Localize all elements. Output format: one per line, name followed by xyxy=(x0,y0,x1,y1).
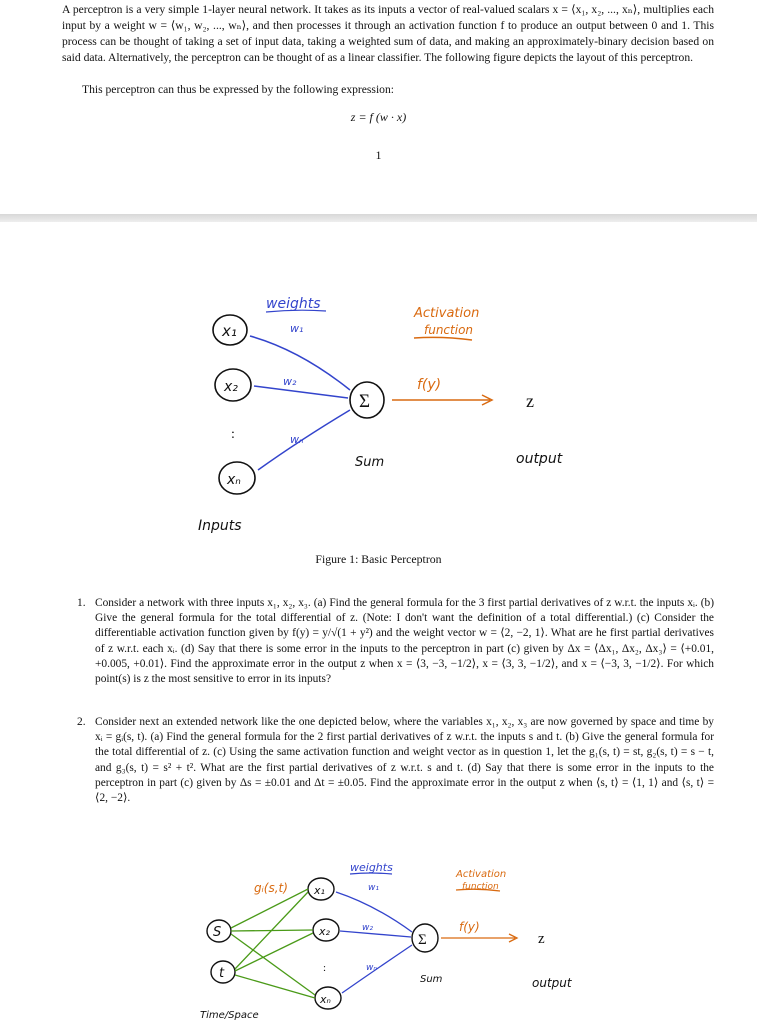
fig2-weight-label-1: w₁ xyxy=(368,883,379,893)
expression-intro: This perceptron can thus be expressed by the following expression: xyxy=(82,83,394,96)
weight-label-2: w₂ xyxy=(283,375,297,388)
fig2-sum-label: Sum xyxy=(420,974,443,985)
fig2-inputs-ellipsis: : xyxy=(323,962,327,974)
question-2 xyxy=(62,715,714,806)
activation-label-1: Activation xyxy=(414,306,480,321)
fig2-input-label-xn: xₙ xyxy=(320,993,331,1006)
inputs-label: Inputs xyxy=(198,518,242,534)
question-1-text: Consider a network with three inputs x₁, x₂, x₃. (a) Find the general formula for the 3 first partial derivatives of z w.r.t. the inputs xᵢ. (b) Give the general formula for the total differential of z. (Note: I don't want the definition of a total differential.) (c) Consider the differentiable activation function given by f(y) = y/√(1 + y²) and the weight vector w = ⟨2, −2, 1⟩. What are he first partial derivatives of z w.r.t. each xᵢ. (d) Say that there is some error in the inputs to the perceptron in part (c) given by Δx = ⟨Δx₁, Δx₂, Δx₃⟩ = ⟨+0.01, +0.005, +0.01⟩. Find the approximate error in the output z when x = ⟨3, −3, −1/2⟩, x = ⟨3, 3, −1/2⟩, and x = ⟨−3, 3, −1/2⟩. For which point(s) is z the most sensitive to error in its inputs? xyxy=(95,597,714,686)
output-label: output xyxy=(516,451,563,467)
input-label-xn: xₙ xyxy=(227,472,241,488)
inputs-ellipsis: : xyxy=(231,427,235,442)
question-1-number: 1. xyxy=(77,597,86,609)
weights-label: weights xyxy=(266,296,321,312)
fig2-activation-label-2: function xyxy=(462,882,499,892)
g-label: gᵢ(s,t) xyxy=(254,881,288,895)
weight-edge-1 xyxy=(250,336,350,390)
question-1 xyxy=(62,596,714,687)
fig2-weights-label: weights xyxy=(350,861,393,874)
input-label-x1: x₁ xyxy=(222,322,237,340)
fig2-output-symbol: z xyxy=(538,931,545,947)
fig2-weight-edge-n xyxy=(342,945,412,993)
output-symbol: z xyxy=(526,391,534,411)
question-2-text: Consider next an extended network like the one depicted below, where the variables x₁, x₂, x₃ are now governed by space and time by xᵢ = gᵢ(s, t). (a) Find the general formula for the 2 first partial derivatives of z w.r.t. the inputs s and t. (b) Give the general formula for the total differential of z. (c) Using the same activation function and weight vector as in question 1, let the g₁(s, t) = st, g₂(s, t) = s − t, and g₃(s, t) = s² + t². What are the first partial derivatives of z w.r.t. s and t. (d) Say that there is some error in the inputs to the perceptron in part (c) given by Δs = ±0.01 and Δt = ±0.05. Find the approximate error in the output z when ⟨s, t⟩ = ⟨1, 1⟩ and ⟨s, t⟩ = ⟨2, −2⟩. xyxy=(95,716,714,805)
fig2-weight-edge-2 xyxy=(340,931,411,937)
fig2-input-label-x2: x₂ xyxy=(319,925,330,938)
weight-label-1: w₁ xyxy=(290,322,304,335)
input-label-x2: x₂ xyxy=(224,379,238,395)
sum-symbol: Σ xyxy=(359,391,371,412)
fig2-sum-symbol: Σ xyxy=(418,932,427,948)
page-number: 1 xyxy=(375,148,382,162)
t-node-label: t xyxy=(219,966,225,981)
s-node-label: S xyxy=(213,925,222,940)
fig2-activation-label-1: Activation xyxy=(456,869,507,880)
figure-1-caption: Figure 1: Basic Perceptron xyxy=(315,552,442,566)
intro-paragraph: A perceptron is a very simple 1-layer neural network. It takes as its inputs a vector of real-valued scalars x = ⟨x₁, x₂, ..., xₙ⟩, multiplies each input by a weight w = ⟨w₁, w₂, ..., wₙ⟩, and then processes it through an activation function f to produce an output between 0 and 1. This process can be thought of taking a set of input data, taking a weighted sum of data, and making an approximately-binary decision based on said data. Alternatively, the perceptron can be thought of as a linear classifier. The following figure depicts the layout of this perceptron. xyxy=(62,3,714,64)
question-2-number: 2. xyxy=(77,716,86,728)
activation-label-2: function xyxy=(424,323,474,337)
fig2-input-label-x1: x₁ xyxy=(314,884,325,897)
fig2-weight-label-n: wₙ xyxy=(366,963,377,973)
weight-label-n: wₙ xyxy=(290,433,304,446)
weight-edge-n xyxy=(258,410,350,470)
sum-label: Sum xyxy=(355,455,385,470)
figure-2-extended-network xyxy=(0,830,757,1024)
activation-underline xyxy=(414,337,472,340)
fig2-output-label: output xyxy=(532,976,572,990)
perceptron-formula: z = f (w · x) xyxy=(350,110,407,124)
time-space-label: Time/Space xyxy=(200,1010,259,1021)
fig2-fy-label: f(y) xyxy=(459,920,480,934)
fig2-weight-label-2: w₂ xyxy=(362,923,373,933)
fig2-weight-edge-1 xyxy=(336,892,412,932)
weight-edge-2 xyxy=(254,386,348,398)
fy-label: f(y) xyxy=(417,377,442,393)
